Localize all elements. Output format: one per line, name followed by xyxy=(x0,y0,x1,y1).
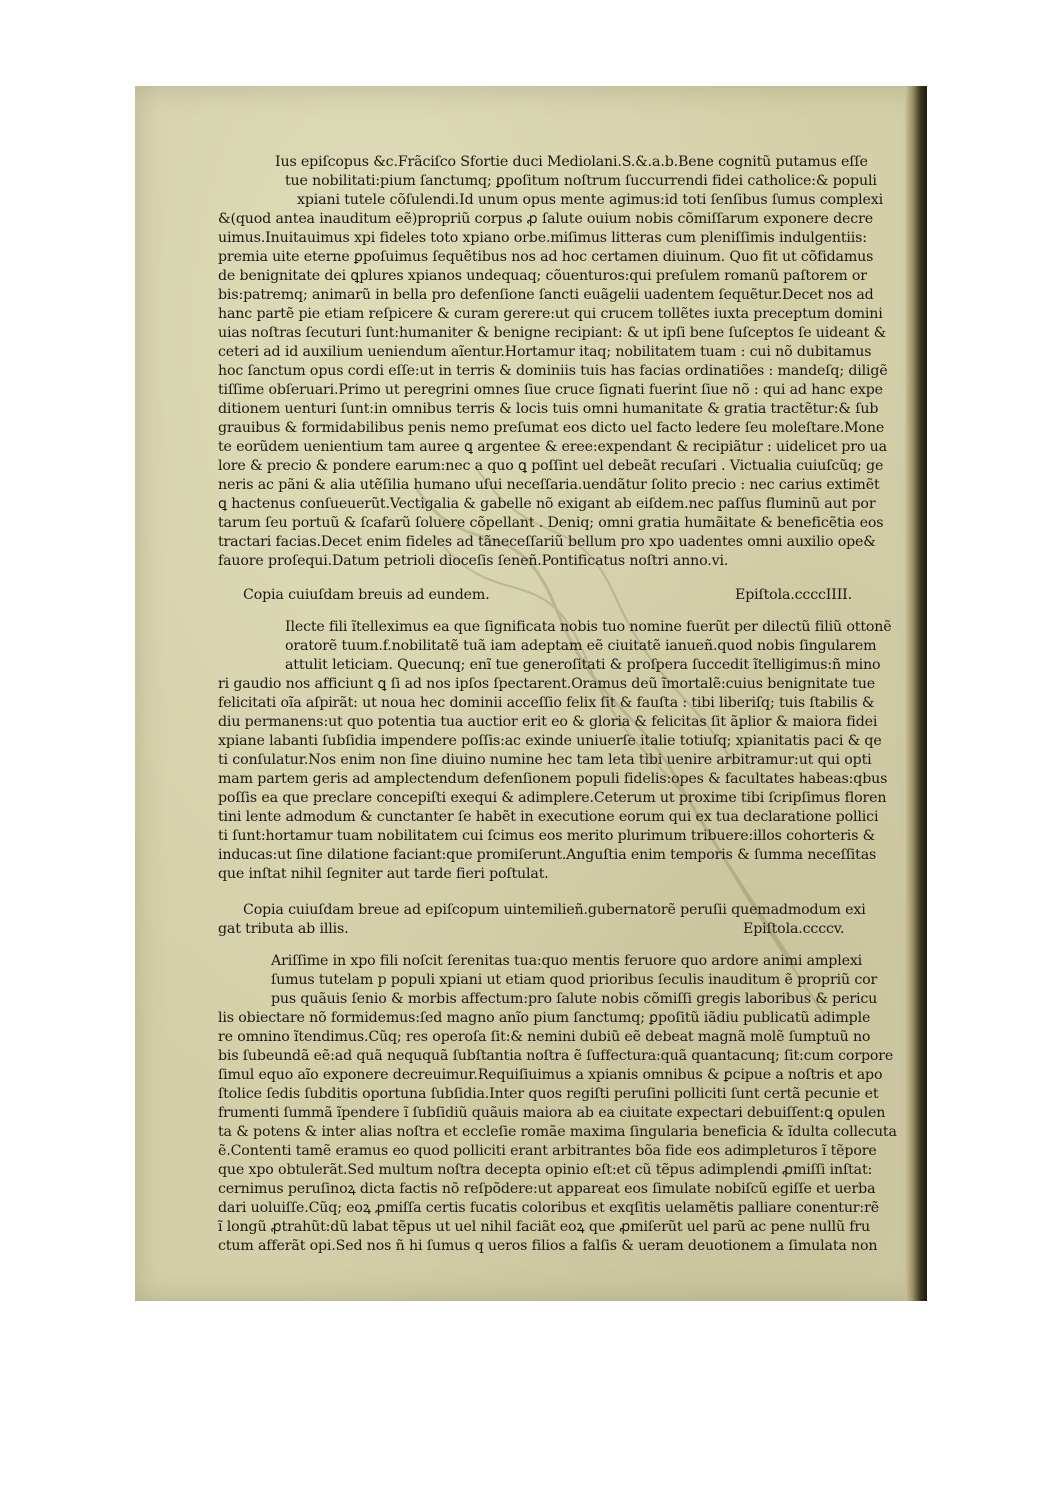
text-line: bis ſubeundã eẽ:ad quã neququã ſubſtantia noſtra ẽ ſuffectura:quã quantacunq; ſit:cum corpore xyxy=(218,1048,894,1064)
text-line: tractari facias.Decet enim fideles ad tãneceſſariũ bellum pro xpo uadentes omni auxilio ope& xyxy=(218,534,876,550)
text-line: dari uoluiſſe.Cũq; eoꝝ ꝓmiſſa certis fucatis coloribus et exqſitis uelamẽtis palliare conentur:rẽ xyxy=(218,1200,879,1216)
scanned-page xyxy=(135,86,927,1301)
text-line: premia uite eterne ꝑpoſuimus ſequẽtibus nos ad hoc certamen diuinum. Quo fit ut cõfidamus xyxy=(218,249,874,265)
text-line: tue nobilitati:pium ſanctumq; ꝑpoſitum noſtrum ſuccurrendi fidei catholice:& populi xyxy=(285,173,877,189)
text-line: mam partem geris ad amplectendum defenſionem populi fidelis:opes & facultates habeas:qbus xyxy=(218,771,888,787)
text-line: ti conſulatur.Nos enim non ſine diuino numine hec tam leta tibi uenire arbitramur:ut qui opti xyxy=(218,752,872,768)
text-line: xpiani tutele cõſulendi.Id unum opus mente agimus:id toti ſenſibus ſumus complexi xyxy=(297,192,883,208)
text-line: que xpo obtulerãt.Sed multum noſtra decepta opinio eſt:et cũ tẽpus adimplendi ꝓmiſſi inſtat: xyxy=(218,1162,873,1178)
text-line: Ius epiſcopus &c.Frãciſco Sfortie duci Mediolani.S.&.a.b.Bene cognitũ putamus eſſe xyxy=(275,154,868,170)
text-line: neris ac pãni & alia utẽſilia humano uſui neceſſaria.uendãtur ſolito precio : nec carius extimẽt xyxy=(218,477,880,493)
text-line: ſimul equo aĩo exponere decreuimur.Requiſiuimus a xpianis omnibus & ꝑcipue a noſtris et apo xyxy=(218,1067,883,1083)
text-line: grauibus & formidabilibus penis nemo preſumat eos dicto uel facto ledere ſeu moleſtare.Mone xyxy=(218,420,885,436)
text-line: ĩ longũ ꝓtrahũt:dũ labat tẽpus ut uel nihil faciãt eoꝝ que ꝓmiſerũt uel parũ ac pene nullũ fru xyxy=(218,1219,871,1235)
text-line: ẽ.Contenti tamẽ eramus eo quod polliciti erant arbitrantes bõa fide eos adimpleturos ĩ tẽpore xyxy=(218,1143,877,1159)
text-line: uimus.Inuitauimus xpi fideles toto xpiano orbe.miſimus litteras cum pleniſſimis indulgentiis: xyxy=(218,230,867,246)
text-line: attulit leticiam. Quecunq; enĩ tue generoſitati & proſpera ſuccedit ĩtelligimus:ñ mino xyxy=(285,657,881,673)
text-line: hoc ſanctum opus cordi eſſe:ut in terris & dominiis tuis has facias ordinatiões : mandeſq; diligẽ xyxy=(218,363,888,379)
text-line: cernimus peruſinoꝝ dicta factis nõ reſpõdere:ut appareat eos ſimulate nobiſcũ egiſſe et uerba xyxy=(218,1181,876,1197)
text-line: diu permanens:ut quo potentia tua auctior erit eo & gloria & felicitas ſit ãplior & maiora fidei xyxy=(218,714,878,730)
text-line: xpiane labanti ſubſidia impendere poſſis:ac exinde uniuerſe italie totiuſq; xpianitatis paci & qe xyxy=(218,733,882,749)
text-line: ſumus tutelam p populi xpiani ut etiam quod prioribus ſeculis inauditum ẽ propriũ cor xyxy=(271,972,878,988)
text-line: ta & potens & inter alias noſtra et eccleſie romãe maxima ſingularia beneficia & ĩdulta collecuta xyxy=(218,1124,897,1140)
text-line: lis obiectare nõ formidemus:ſed magno anĩo pium ſanctumq; ꝑpoſitũ iãdiu publicatũ adimple xyxy=(218,1010,871,1026)
text-line: pus quãuis ſenio & morbis affectum:pro ſalute nobis cõmiſſi gregis laboribus & pericu xyxy=(271,991,878,1007)
text-line: frumenti ſummã ĩpendere ĩ ſubſidiũ quãuis maiora ab ea ciuitate expectari debuiſſent:ꝗ opulen xyxy=(218,1105,886,1121)
text-line: poſſis ea que preclare concepiſti exequi & adimplere.Ceterum ut proxime tibi ſcripſimus floren xyxy=(218,790,887,806)
text-line: felicitati oĩa aſpirãt: ut noua hec dominii acceſſio felix ſit & fauſta : tibi liberiſq; tuis ſtabilis & xyxy=(218,695,875,711)
text-line: fauore proſequi.Datum petrioli dioceſis ſeneñ.Pontificatus noſtri anno.vi. xyxy=(218,553,729,569)
text-line: ſtolice ſedis ſubditis oportuna ſubſidia.Inter quos regiſti peruſini polliciti ſunt certã pecunie et xyxy=(218,1086,879,1102)
text-line: de benignitate dei ꝗplures xpianos undequaq; cõuenturos:qui preſulem romanũ paſtorem or xyxy=(218,268,867,284)
text-line: tini lente admodum & cunctanter ſe habẽt in executione eorum qui ex tua declaratione pollici xyxy=(218,809,879,825)
text-line: re omnino ĩtendimus.Cũq; res operoſa ſit:& nemini dubiũ eẽ debeat magnã molẽ ſumptuũ no xyxy=(218,1029,871,1045)
text-line: ceteri ad id auxilium ueniendum aĩentur.Hortamur itaq; nobilitatem tuam : cui nõ dubitamus xyxy=(218,344,872,360)
text-line: &(quod antea inauditum eẽ)propriũ corpus ꝓ ſalute ouium nobis cõmiſſarum exponere decre xyxy=(218,211,873,227)
text-line: hanc partẽ pie etiam reſpicere & curam gerere:ut qui crucem tollẽtes iuxta preceptum domini xyxy=(218,306,883,322)
text-line: que inſtat nihil ſegniter aut tarde fieri poſtulat. xyxy=(218,866,549,882)
epistle-heading: Copia cuiuſdam breue ad epiſcopum uintemilieñ.gubernatorẽ peruſii quemadmodum exi xyxy=(243,902,866,918)
text-line: ctum afferãt opi.Sed nos ñ hi ſumus q ueros filios a falſis & ueram deuotionem a ſimulata non xyxy=(218,1238,878,1254)
text-line: tarum ſeu portuũ & ſcafarũ ſoluere cõpellant . Deniq; omni gratia humãitate & beneficẽtia eos xyxy=(218,515,884,531)
epistle-heading-continued: gat tributa ab illis. xyxy=(218,921,349,937)
text-line: Ilecte fili ĩtelleximus ea que ſignificata nobis tuo nomine fuerũt per dilectũ filiũ ottonẽ xyxy=(285,619,892,635)
text-line: ri gaudio nos afficiunt ꝗ ſi ad nos ipſos ſpectarent.Oramus deũ ĩmortalẽ:cuius benignitate tue xyxy=(218,676,875,692)
text-line: uias noſtras ſecuturi ſunt:humaniter & benigne recipiant: & ut ipſi bene ſuſceptos ſe uideant & xyxy=(218,325,887,341)
text-line: ditionem uenturi ſunt:in omnibus terris & locis tuis omni humanitate & gratia tractẽtur:& ſub xyxy=(218,401,879,417)
text-line: oratorẽ tuum.f.nobilitatẽ tuã iam adeptam eẽ ciuitatẽ ianueñ.quod nobis ſingularem xyxy=(285,638,877,654)
epistle-number: Epiſtola.ccccv. xyxy=(743,921,845,937)
text-line: lore & precio & pondere earum:nec a quo ꝗ poſſint uel debeãt recuſari . Victualia cuiuſcũq; ge xyxy=(218,458,884,474)
text-line: ti ſunt:hortamur tuam nobilitatem cui ſcimus eos merito plurimum tribuere:illos cohorteris & xyxy=(218,828,876,844)
epistle-number: Epiſtola.ccccIIII. xyxy=(735,587,852,603)
epistle-heading: Copia cuiuſdam breuis ad eundem. xyxy=(243,587,490,603)
text-line: bis:patremq; animarũ in bella pro defenſione ſancti euãgelii uadentem ſequẽtur.Decet nos ad xyxy=(218,287,874,303)
text-line: te eorũdem uenientium tam auree ꝗ argentee & eree:expendant & recipiãtur : uidelicet pro ua xyxy=(218,439,887,455)
text-line: inducas:ut ſine dilatione faciant:que promiſerunt.Anguſtia enim temporis & ſumma neceſſitas xyxy=(218,847,877,863)
page-text xyxy=(135,86,927,1301)
text-line: tiſſime obſeruari.Primo ut peregrini omnes ſiue cruce ſignati fuerint ſiue nõ : qui ad hanc expe xyxy=(218,382,883,398)
text-line: Ariſſime in xpo fili noſcit ſerenitas tua:quo mentis feruore quo ardore animi amplexi xyxy=(271,953,863,969)
text-line: ꝗ hactenus conſueuerũt.Vectigalia & gabelle nõ exigant ab eiſdem.nec paſſus fluminũ aut por xyxy=(218,496,876,512)
